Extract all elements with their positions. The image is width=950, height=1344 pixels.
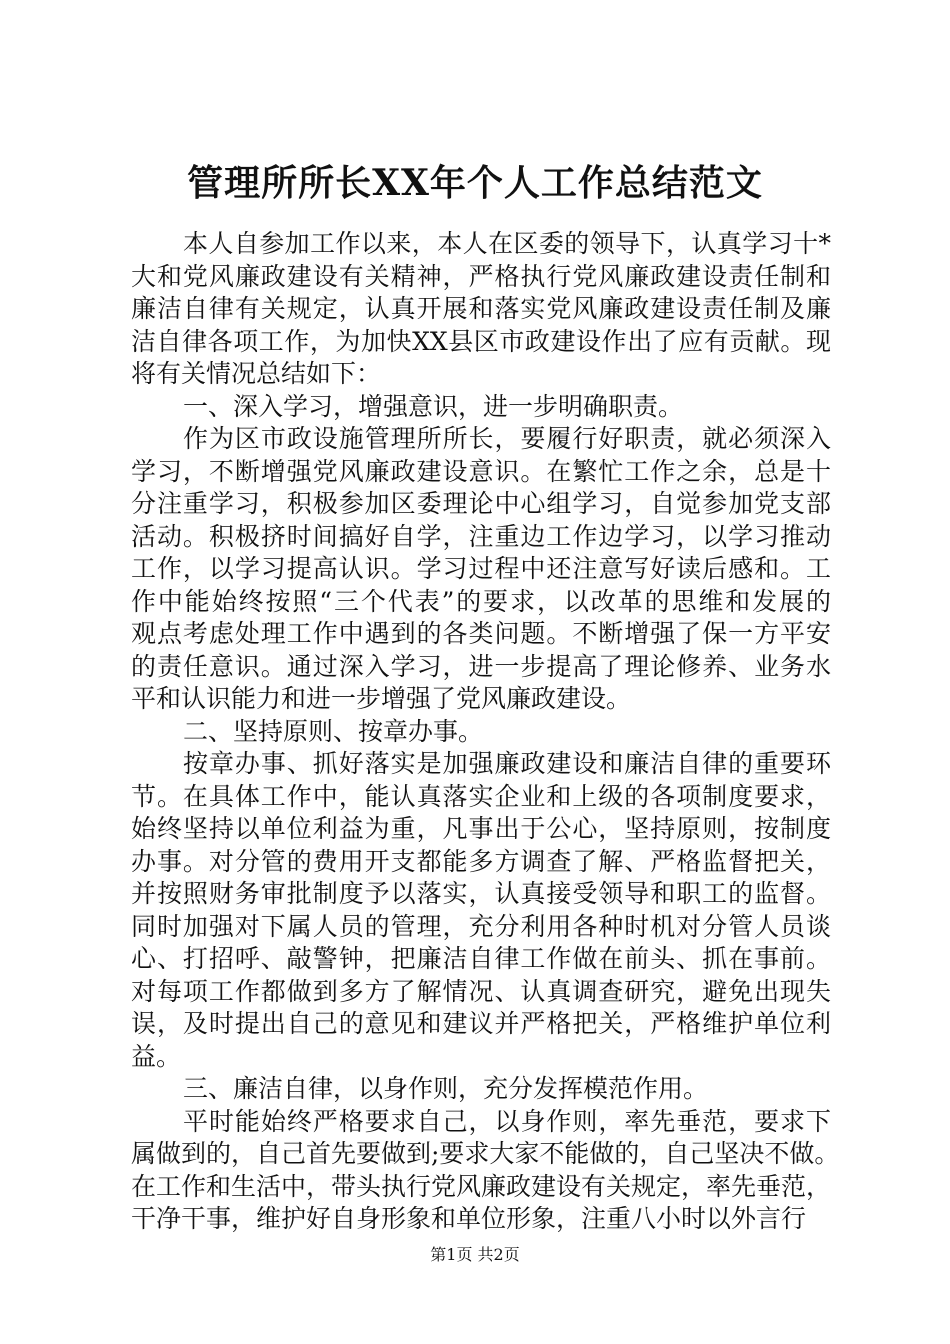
section-heading: 一、深入学习，增强意识，进一步明确职责。 <box>183 391 684 421</box>
text-line: 大和党风廉政建设有关精神，严格执行党风廉政建设责任制和 <box>131 261 831 291</box>
text-line: 办事。对分管的费用开支都能多方调查了解、严格监督把关， <box>131 846 831 876</box>
document-body <box>131 228 840 1236</box>
text-line: 始终坚持以单位利益为重，凡事出于公心，坚持原则，按制度 <box>131 814 831 843</box>
text-line: 作为区市政设施管理所所长，要履行好职责，就必须深入 <box>183 424 831 453</box>
text-line: 廉洁自律有关规定，认真开展和落实党风廉政建设责任制及廉 <box>131 294 831 323</box>
text-line: 平和认识能力和进一步增强了党风廉政建设。 <box>131 684 632 713</box>
text-line: 分注重学习，积极参加区委理论中心组学习，自觉参加党支部 <box>131 489 831 518</box>
document-title: 管理所所长XX年个人工作总结范文 <box>187 162 763 204</box>
page-footer: 第1页 共2页 <box>430 1245 520 1264</box>
text-line: 活动。积极挤时间搞好自学，注重边工作边学习，以学习推动 <box>131 521 831 551</box>
text-line: 益。 <box>131 1041 182 1071</box>
text-line: 本人自参加工作以来，本人在区委的领导下，认真学习十* <box>183 229 831 258</box>
text-line: 平时能始终严格要求自己，以身作则，率先垂范，要求下 <box>183 1106 831 1136</box>
text-line: 同时加强对下属人员的管理，充分利用各种时机对分管人员谈 <box>131 911 831 941</box>
text-line: 心、打招呼、敲警钟，把廉洁自律工作做在前头、抓在事前。 <box>131 944 831 973</box>
text-line: 洁自律各项工作，为加快XX县区市政建设作出了应有贡献。现 <box>131 326 831 356</box>
text-line: 并按照财务审批制度予以落实，认真接受领导和职工的监督。 <box>131 879 831 908</box>
text-line: 的责任意识。通过深入学习，进一步提高了理论修养、业务水 <box>131 651 831 681</box>
text-line: 对每项工作都做到多方了解情况、认真调查研究，避免出现失 <box>131 976 831 1006</box>
text-line: 属做到的，自己首先要做到;要求大家不能做的，自己坚决不做。 <box>131 1139 840 1168</box>
text-line: 干净干事，维护好自身形象和单位形象，注重八小时以外言行 <box>131 1204 807 1233</box>
section-heading: 三、廉洁自律，以身作则，充分发挥模范作用。 <box>183 1074 709 1103</box>
text-line: 作中能始终按照“三个代表”的要求，以改革的思维和发展的 <box>131 586 831 616</box>
text-line: 观点考虑处理工作中遇到的各类问题。不断增强了保一方平安 <box>131 619 831 648</box>
text-line: 按章办事、抓好落实是加强廉政建设和廉洁自律的重要环 <box>183 749 831 778</box>
text-line: 在工作和生活中，带头执行党风廉政建设有关规定，率先垂范， <box>131 1171 832 1201</box>
text-line: 节。在具体工作中，能认真落实企业和上级的各项制度要求， <box>131 781 831 811</box>
text-line: 误，及时提出自己的意见和建议并严格把关，严格维护单位利 <box>131 1009 831 1038</box>
text-line: 学习，不断增强党风廉政建设意识。在繁忙工作之余，总是十 <box>131 456 831 486</box>
text-line: 将有关情况总结如下： <box>131 359 382 388</box>
text-line: 工作，以学习提高认识。学习过程中还注意写好读后感和。工 <box>131 554 831 583</box>
section-heading: 二、坚持原则、按章办事。 <box>183 716 484 746</box>
